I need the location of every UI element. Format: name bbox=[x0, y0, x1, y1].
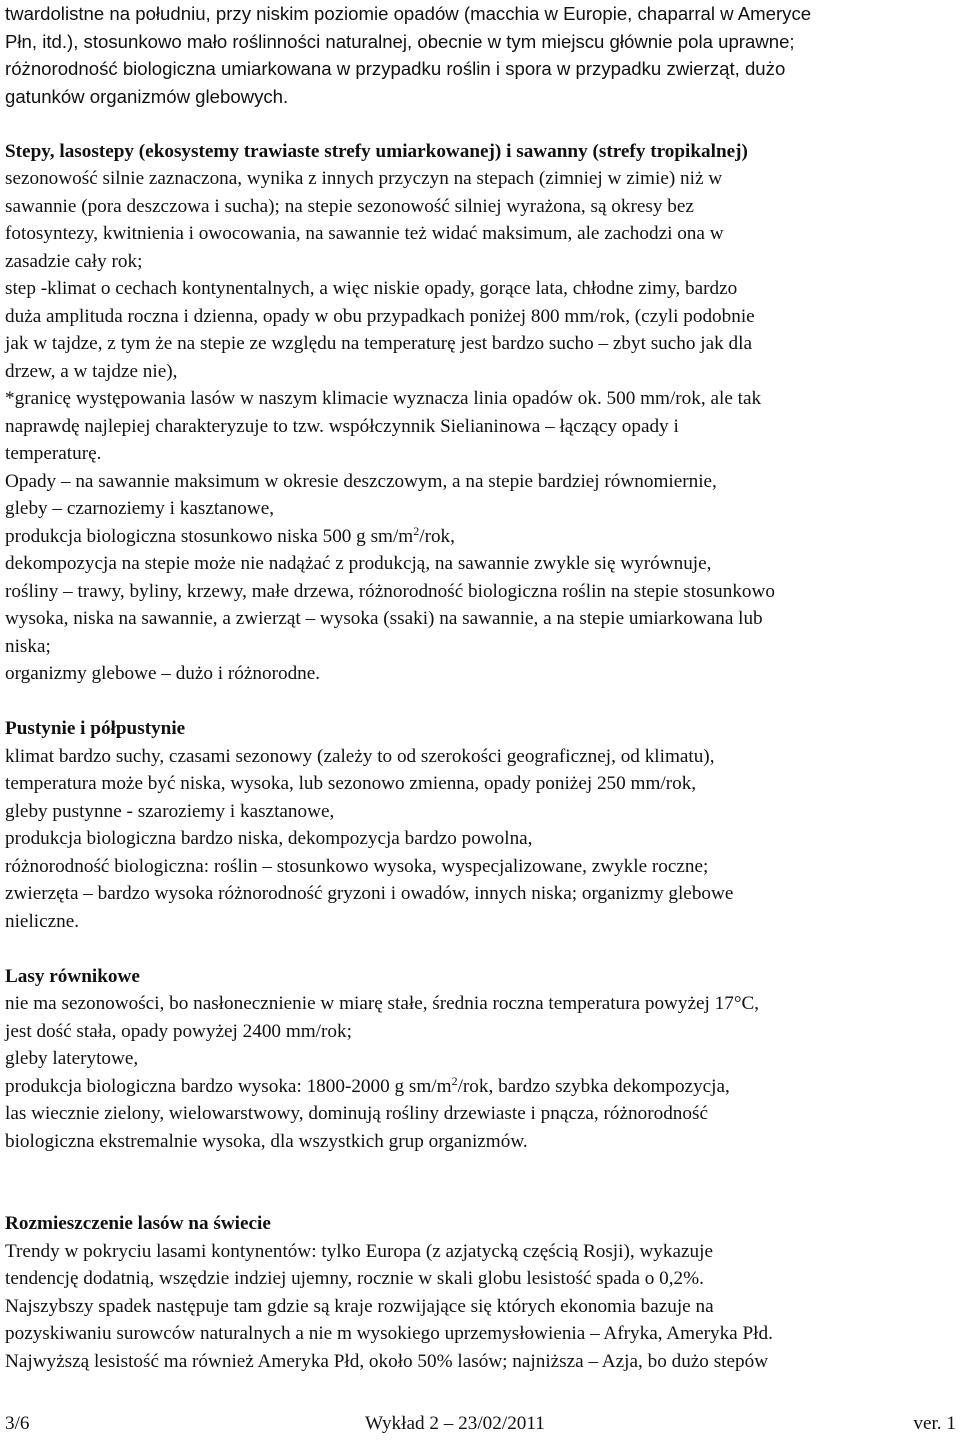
text-line: temperaturę. bbox=[5, 443, 102, 464]
text-line: Trendy w pokryciu lasami kontynentów: tylko Europa (z azjatycką częścią Rosji), wykazuje bbox=[5, 1240, 713, 1262]
distribution-section bbox=[5, 1210, 957, 1375]
text-line: fotosyntezy, kwitnienia i owocowania, na sawannie też widać maksimum, ale zachodzi ona w bbox=[5, 223, 724, 244]
text-line: sezonowość silnie zaznaczona, wynika z innych przyczyn na stepach (zimniej w zimie) niż w bbox=[5, 168, 723, 189]
text-line: *granicę występowania lasów w naszym klimacie wyznacza linia opadów ok. 500 mm/rok, ale tak bbox=[5, 388, 762, 409]
rainforest-section bbox=[5, 963, 957, 1156]
spacer bbox=[5, 688, 957, 716]
text-line: gatunków organizmów glebowych. bbox=[5, 85, 289, 107]
text-line: temperatura może być niska, wysoka, lub sezonowo zmienna, opady poniżej 250 mm/rok, bbox=[5, 773, 697, 794]
intro-paragraph bbox=[5, 0, 957, 110]
text-line: jest dość stała, opady powyżej 2400 mm/rok; bbox=[5, 1020, 352, 1042]
page-footer bbox=[5, 1413, 956, 1440]
section-heading: Stepy, lasostepy (ekosystemy trawiaste strefy umiarkowanej) i sawanny (strefy tropikalnej) bbox=[5, 140, 748, 162]
spacer bbox=[5, 110, 957, 138]
text-line: organizmy glebowe – dużo i różnorodne. bbox=[5, 663, 321, 684]
production-text: produkcja biologiczna stosunkowo niska 500 g sm/m bbox=[5, 525, 414, 547]
superscript: 2 bbox=[451, 1073, 458, 1088]
text-line: różnorodność biologiczna umiarkowana w przypadku roślin i spora w przypadku zwierząt, dużo bbox=[5, 58, 786, 79]
text-line: wysoka, niska na sawannie, a zwierząt – wysoka (ssaki) na sawannie, a na stepie umiarkowana lub bbox=[5, 608, 763, 629]
text-line: dekompozycja na stepie może nie nadążać z produkcją, na sawannie zwykle się wyrównuje, bbox=[5, 553, 712, 574]
text-line: sawannie (pora deszczowa i sucha); na stepie sezonowość silniej wyrażona, są okresy bez bbox=[5, 195, 694, 217]
section-heading: Lasy równikowe bbox=[5, 965, 140, 987]
text-line: drzew, a w tajdze nie), bbox=[5, 360, 178, 382]
text-line: twardolistne na południu, przy niskim poziomie opadów (macchia w Europie, chaparral w Ameryce bbox=[5, 3, 812, 24]
production-unit: /rok, bardzo szybka dekompozycja, bbox=[457, 1075, 730, 1097]
text-line: nie ma sezonowości, bo nasłonecznienie w miarę stałe, średnia roczna temperatura powyżej 17°C, bbox=[5, 993, 760, 1014]
text-line: Płn, itd.), stosunkowo mało roślinności naturalnej, obecnie w tym miejscu głównie pola uprawne; bbox=[5, 30, 795, 52]
page-number: 3/6 bbox=[5, 1413, 30, 1434]
spacer bbox=[5, 935, 957, 963]
text-line: Najszybszy spadek następuje tam gdzie są kraje rozwijające się których ekonomia bazuje na bbox=[5, 1295, 714, 1317]
text-line: naprawdę najlepiej charakteryzuje to tzw. współczynnik Sielianinowa – łączący opady i bbox=[5, 415, 679, 437]
text-line: zwierzęta – bardzo wysoka różnorodność gryzoni i owadów, innych niska; organizmy glebowe bbox=[5, 883, 734, 904]
superscript: 2 bbox=[413, 523, 420, 538]
production-line bbox=[5, 1073, 957, 1101]
text-line: duża amplituda roczna i dzienna, opady w obu przypadkach poniżej 800 mm/rok, (czyli podobnie bbox=[5, 305, 755, 327]
section-heading: Rozmieszczenie lasów na świecie bbox=[5, 1213, 271, 1234]
text-line: zasadzie cały rok; bbox=[5, 250, 143, 272]
text-line: pozyskiwaniu surowców naturalnych a nie m wysokiego uprzemysłowienia – Afryka, Ameryka Płd. bbox=[5, 1323, 773, 1344]
text-line: różnorodność biologiczna: roślin – stosunkowo wysoka, wyspecjalizowane, zwykle roczne; bbox=[5, 855, 709, 877]
lecture-title: Wykład 2 – 23/02/2011 bbox=[365, 1413, 545, 1434]
text-line: produkcja biologiczna bardzo niska, dekompozycja bardzo powolna, bbox=[5, 828, 533, 849]
text-line: tendencję dodatnią, wszędzie indziej ujemny, rocznie w skali globu lesistość spada o 0,2%. bbox=[5, 1268, 704, 1289]
text-line: Opady – na sawannie maksimum w okresie deszczowym, a na stepie bardziej równomiernie, bbox=[5, 470, 717, 492]
text-line: gleby pustynne - szaroziemy i kasztanowe, bbox=[5, 800, 335, 822]
desert-section bbox=[5, 715, 957, 935]
text-line: las wiecznie zielony, wielowarstwowy, dominują rośliny drzewiaste i pnącza, różnorodność bbox=[5, 1103, 708, 1124]
text-line: gleby laterytowe, bbox=[5, 1048, 139, 1069]
production-unit: /rok, bbox=[419, 525, 455, 547]
text-line: biologiczna ekstremalnie wysoka, dla wszystkich grup organizmów. bbox=[5, 1130, 528, 1152]
text-line: niska; bbox=[5, 635, 51, 657]
version-label: ver. 1 bbox=[913, 1413, 956, 1434]
text-line: nieliczne. bbox=[5, 910, 80, 932]
text-line: jak w tajdze, z tym że na stepie ze względu na temperaturę jest bardzo sucho – zbyt sucho jak dla bbox=[5, 333, 752, 354]
section-heading: Pustynie i półpustynie bbox=[5, 718, 186, 739]
production-line bbox=[5, 523, 957, 551]
document-page bbox=[5, 0, 957, 1375]
production-text: produkcja biologiczna bardzo wysoka: 1800-2000 g sm/m bbox=[5, 1075, 452, 1097]
text-line: klimat bardzo suchy, czasami sezonowy (zależy to od szerokości geograficznej, od klimatu), bbox=[5, 745, 715, 767]
steppe-section bbox=[5, 138, 957, 688]
text-line: rośliny – trawy, byliny, krzewy, małe drzewa, różnorodność biologiczna roślin na stepie stosunkowo bbox=[5, 580, 775, 602]
spacer bbox=[5, 1155, 957, 1210]
text-line: step -klimat o cechach kontynentalnych, a więc niskie opady, gorące lata, chłodne zimy, bardzo bbox=[5, 278, 738, 299]
text-line: gleby – czarnoziemy i kasztanowe, bbox=[5, 498, 275, 519]
text-line: Najwyższą lesistość ma również Ameryka Płd, około 50% lasów; najniższa – Azja, bo dużo stepów bbox=[5, 1350, 769, 1372]
